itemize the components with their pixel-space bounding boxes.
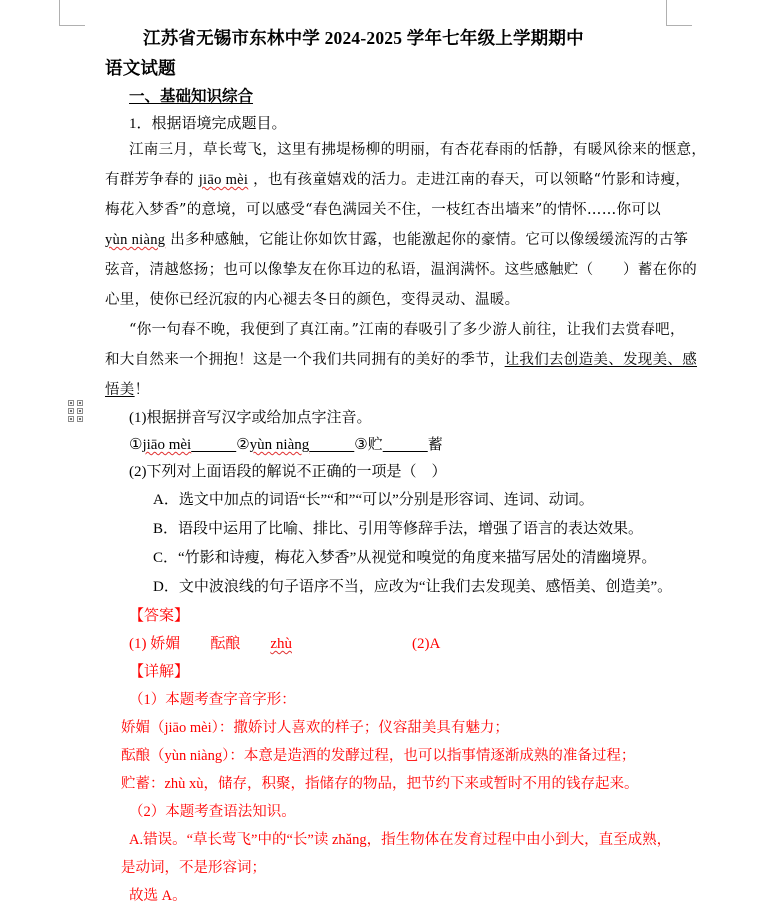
explanation-line: 酝酿（yùn niàng）：本意是造酒的发酵过程，也可以指事情逐渐成熟的准备过程； (121, 748, 636, 764)
passage-line (105, 170, 690, 190)
passage-line: “你一句春不晚，我便到了真江南。”江南的春吸引了多少游人前往，让我们去赏春吧， (129, 322, 685, 338)
answer-1-b: 酝酿 (210, 636, 241, 652)
pinyin-jiao-mei: jiāo mèi (198, 172, 249, 188)
answer-gap (292, 636, 412, 652)
paragraph-drag-handle[interactable] (68, 400, 83, 422)
drag-dot (77, 416, 83, 422)
question-1-1-label: (1)根据拼音写汉字或给加点字注音。 (129, 410, 372, 426)
answer-1-prefix: (1) (129, 636, 151, 652)
page-title-line-2: 语文试题 (105, 58, 176, 78)
answer-content (129, 634, 440, 654)
drag-dot (68, 400, 74, 406)
answer-1-a: 娇媚 (150, 636, 181, 652)
blank-3-char: 贮 (367, 437, 383, 453)
passage-line (105, 380, 149, 400)
blank-3-input[interactable] (383, 437, 428, 453)
passage-text: 有群芳争春的 (105, 172, 199, 188)
passage-line: 弦音，清越悠扬；也可以像挚友在你耳边的私语，温润满怀。这些感触贮（ ）蓄在你的 (105, 262, 697, 278)
drag-dot (77, 400, 83, 406)
explanation-line: （1）本题考查字音字形： (129, 692, 296, 708)
explanation-line: A.错误。“草长莺飞”中的“长”读 zhǎng，指生物体在发育过程中由小到大，直至成熟， (129, 832, 672, 848)
passage-text: ！ (134, 382, 150, 398)
page-crop-mark-top-left (59, 0, 85, 26)
explanation-line: 娇媚（jiāo mèi）：撒娇讨人喜欢的样子；仪容甜美具有魅力； (121, 720, 509, 736)
option-b[interactable]: B．语段中运用了比喻、排比、引用等修辞手法，增强了语言的表达效果。 (153, 521, 644, 537)
explanation-line: （2）本题考查语法知识。 (129, 804, 296, 820)
option-d[interactable]: D．文中波浪线的句子语序不当，应改为“让我们去发现美、感悟美、创造美”。 (153, 579, 673, 595)
passage-text: 出多种感触，它能让你如饮甘露，也能激起你的豪情。它可以像缓缓流泻的古筝 (165, 232, 689, 248)
explanation-line: 贮蓄：zhù xù，储存，积聚，指储存的物品，把节约下来或暂时不用的钱存起来。 (121, 776, 639, 792)
option-c[interactable]: C．“竹影和诗瘦，梅花入梦香”从视觉和嗅觉的角度来描写居处的清幽境界。 (153, 550, 657, 566)
section-heading: 一、基础知识综合 (129, 88, 254, 105)
answer-label: 【答案】 (129, 608, 190, 624)
passage-text: 和大自然来一个拥抱！这是一个我们共同拥有的美好的季节， (105, 352, 505, 368)
pinyin-yun-niang: yùn niàng (105, 232, 166, 248)
blank-marker-3: ③ (354, 437, 368, 453)
drag-dot (77, 408, 83, 414)
question-1-1-answer-blanks (129, 435, 443, 455)
option-a[interactable]: A．选文中加点的词语“长”“和”“可以”分别是形容词、连词、动词。 (153, 492, 594, 508)
question-1-2-label: (2)下列对上面语段的解说不正确的一项是（ ） (129, 464, 447, 480)
blank-2-pinyin: yùn niàng (249, 437, 310, 453)
answer-2: (2)A (412, 636, 441, 652)
drag-dot (68, 408, 74, 414)
explanation-line: 故选 A。 (129, 888, 187, 904)
blank-2-input[interactable] (309, 437, 354, 453)
answer-gap (240, 636, 270, 652)
passage-line: 江南三月，草长莺飞，这里有拂堤杨柳的明丽，有杏花春雨的恬静，有暖风徐来的惬意， (129, 142, 707, 158)
answer-1-c: zhù (270, 636, 292, 652)
blank-3-tail: 蓄 (427, 437, 443, 453)
wavy-underlined-sentence-part-2: 悟美 (105, 382, 135, 398)
blank-1-pinyin: jiāo mèi (142, 437, 192, 453)
passage-line: 心里，使你已经沉寂的内心褪去冬日的颜色，变得灵动、温暖。 (105, 292, 520, 308)
passage-text: ，也有孩童嬉戏的活力。走进江南的春天，可以领略“竹影和诗瘦， (248, 172, 691, 188)
explanation-label: 【详解】 (129, 664, 190, 680)
wavy-underlined-sentence-part-1: 让我们去创造美、发现美、感 (504, 352, 698, 368)
page-title-line-1: 江苏省无锡市东林中学 2024-2025 学年七年级上学期期中 (143, 28, 584, 48)
blank-marker-1: ① (129, 437, 143, 453)
question-1-stem: 1．根据语境完成题目。 (129, 116, 287, 132)
drag-dot (68, 416, 74, 422)
passage-line: 梅花入梦香”的意境，可以感受“春色满园关不住，一枝红杏出墙来”的情怀……你可以 (105, 202, 661, 218)
page-crop-mark-top-right (666, 0, 692, 26)
explanation-line: 是动词，不是形容词； (121, 860, 266, 876)
passage-line (105, 230, 688, 250)
passage-line (105, 350, 697, 370)
answer-gap (180, 636, 210, 652)
blank-marker-2: ② (236, 437, 250, 453)
blank-1-input[interactable] (191, 437, 236, 453)
